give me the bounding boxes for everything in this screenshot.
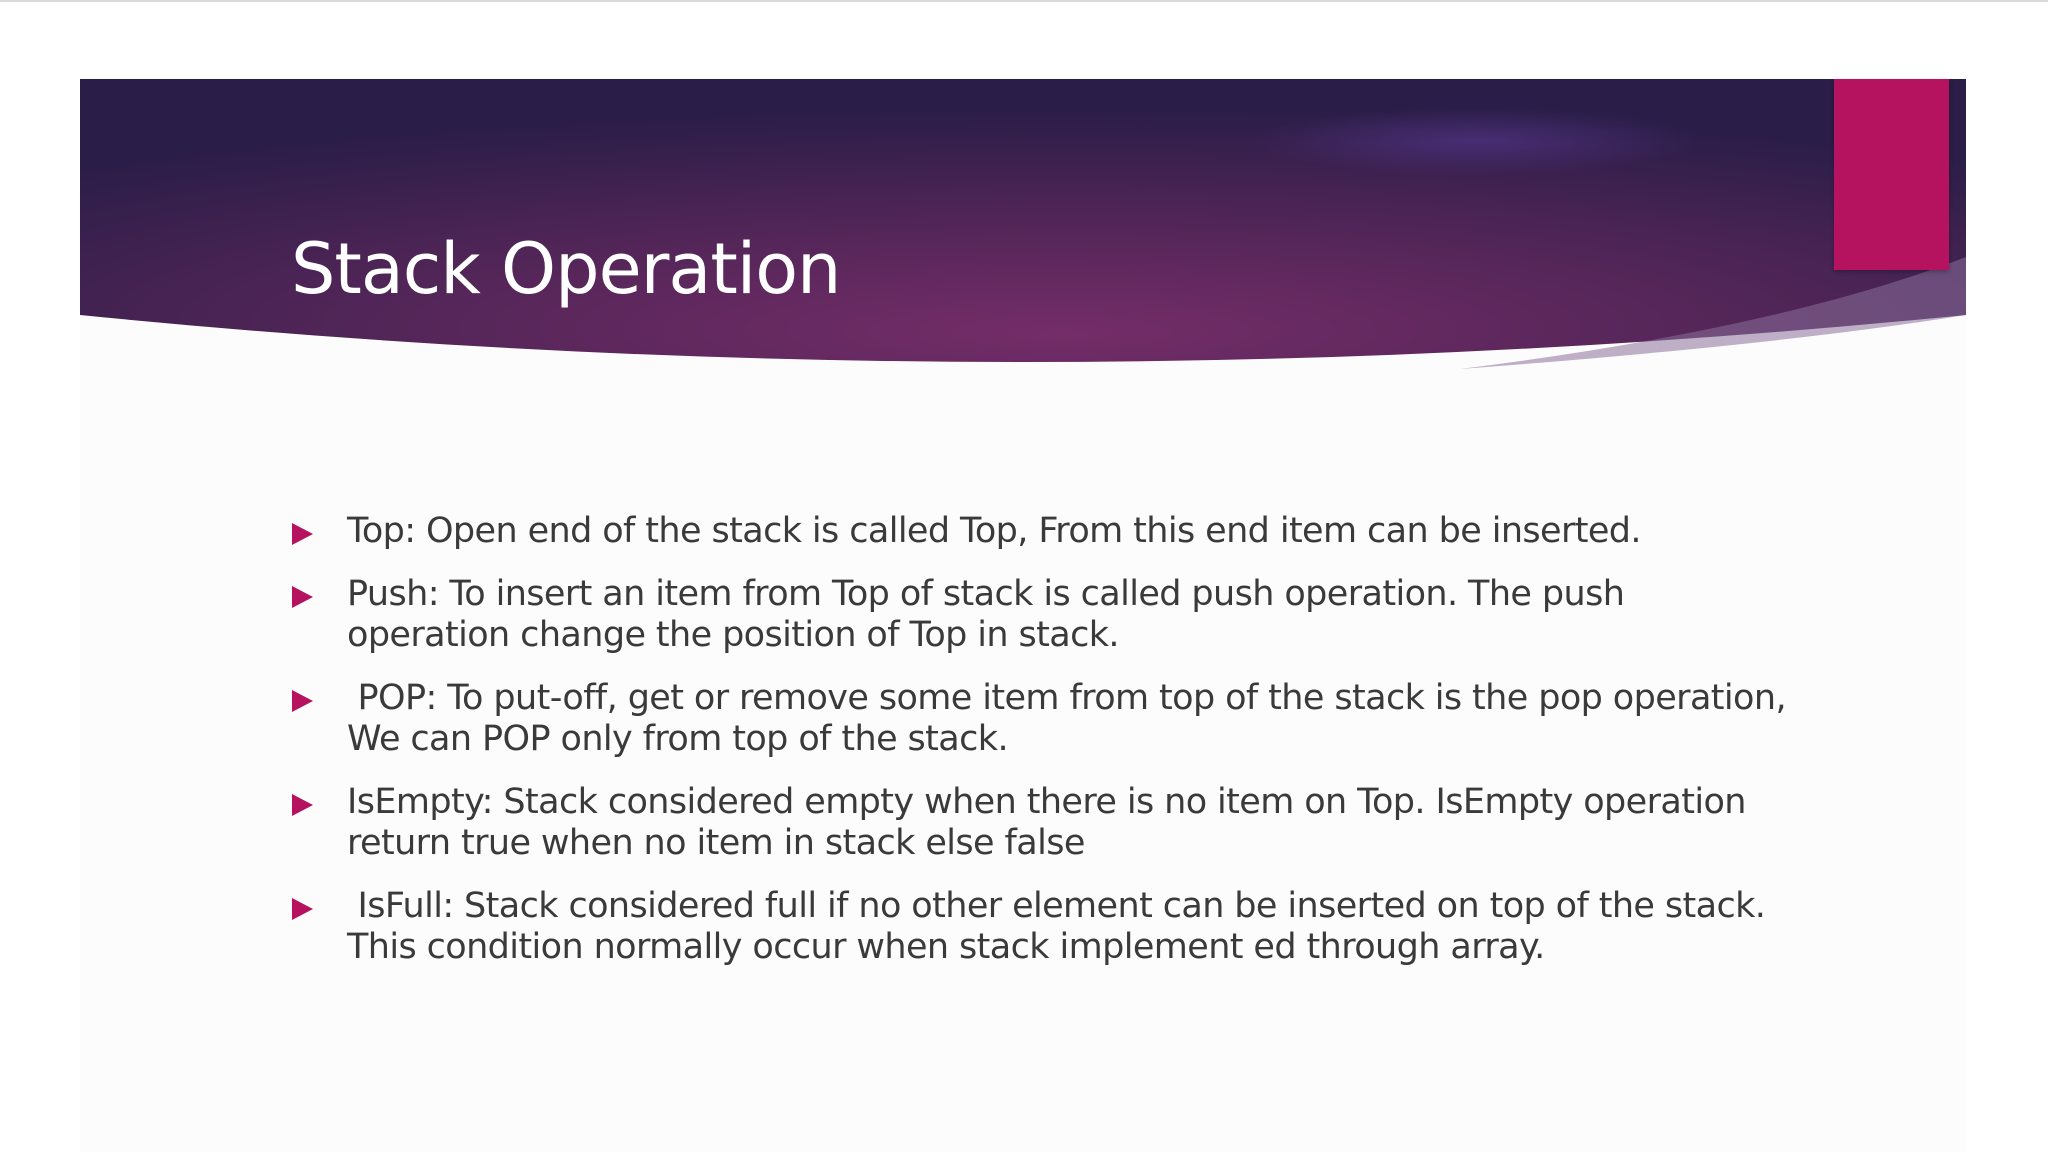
bullet-text: POP: To put-off, get or remove some item from top of the stack is the pop operation, We can POP only from top of the stack.: [347, 677, 1797, 759]
bullet-text: IsFull: Stack considered full if no other element can be inserted on top of the stack. This condition normally occur when stack implement ed through array.: [347, 885, 1776, 967]
slide: [80, 79, 1966, 1152]
bullet-item-push: [288, 574, 1788, 657]
slide-title: Stack Operation: [291, 228, 841, 310]
triangle-bullet-icon: [292, 690, 313, 712]
triangle-bullet-icon: [292, 898, 313, 920]
bullet-list: [288, 511, 1797, 990]
triangle-bullet-icon: [292, 586, 313, 608]
bullet-item-isfull: [288, 886, 1788, 969]
bullet-item-top: [288, 511, 1788, 553]
bullet-text: Push: To insert an item from Top of stack is called push operation. The push operation change the position of Top in stack.: [347, 573, 1625, 655]
triangle-bullet-icon: [292, 794, 313, 816]
window-top-border: [0, 0, 2048, 2]
triangle-bullet-icon: [292, 523, 313, 545]
bullet-item-pop: [288, 677, 1797, 761]
bullet-item-isempty: [288, 782, 1788, 865]
bullet-text: Top: Open end of the stack is called Top, From this end item can be inserted.: [347, 511, 1641, 551]
accent-tab: [1834, 79, 1949, 270]
bullet-text: IsEmpty: Stack considered empty when there is no item on Top. IsEmpty operation return true when no item in stack else false: [347, 781, 1746, 863]
